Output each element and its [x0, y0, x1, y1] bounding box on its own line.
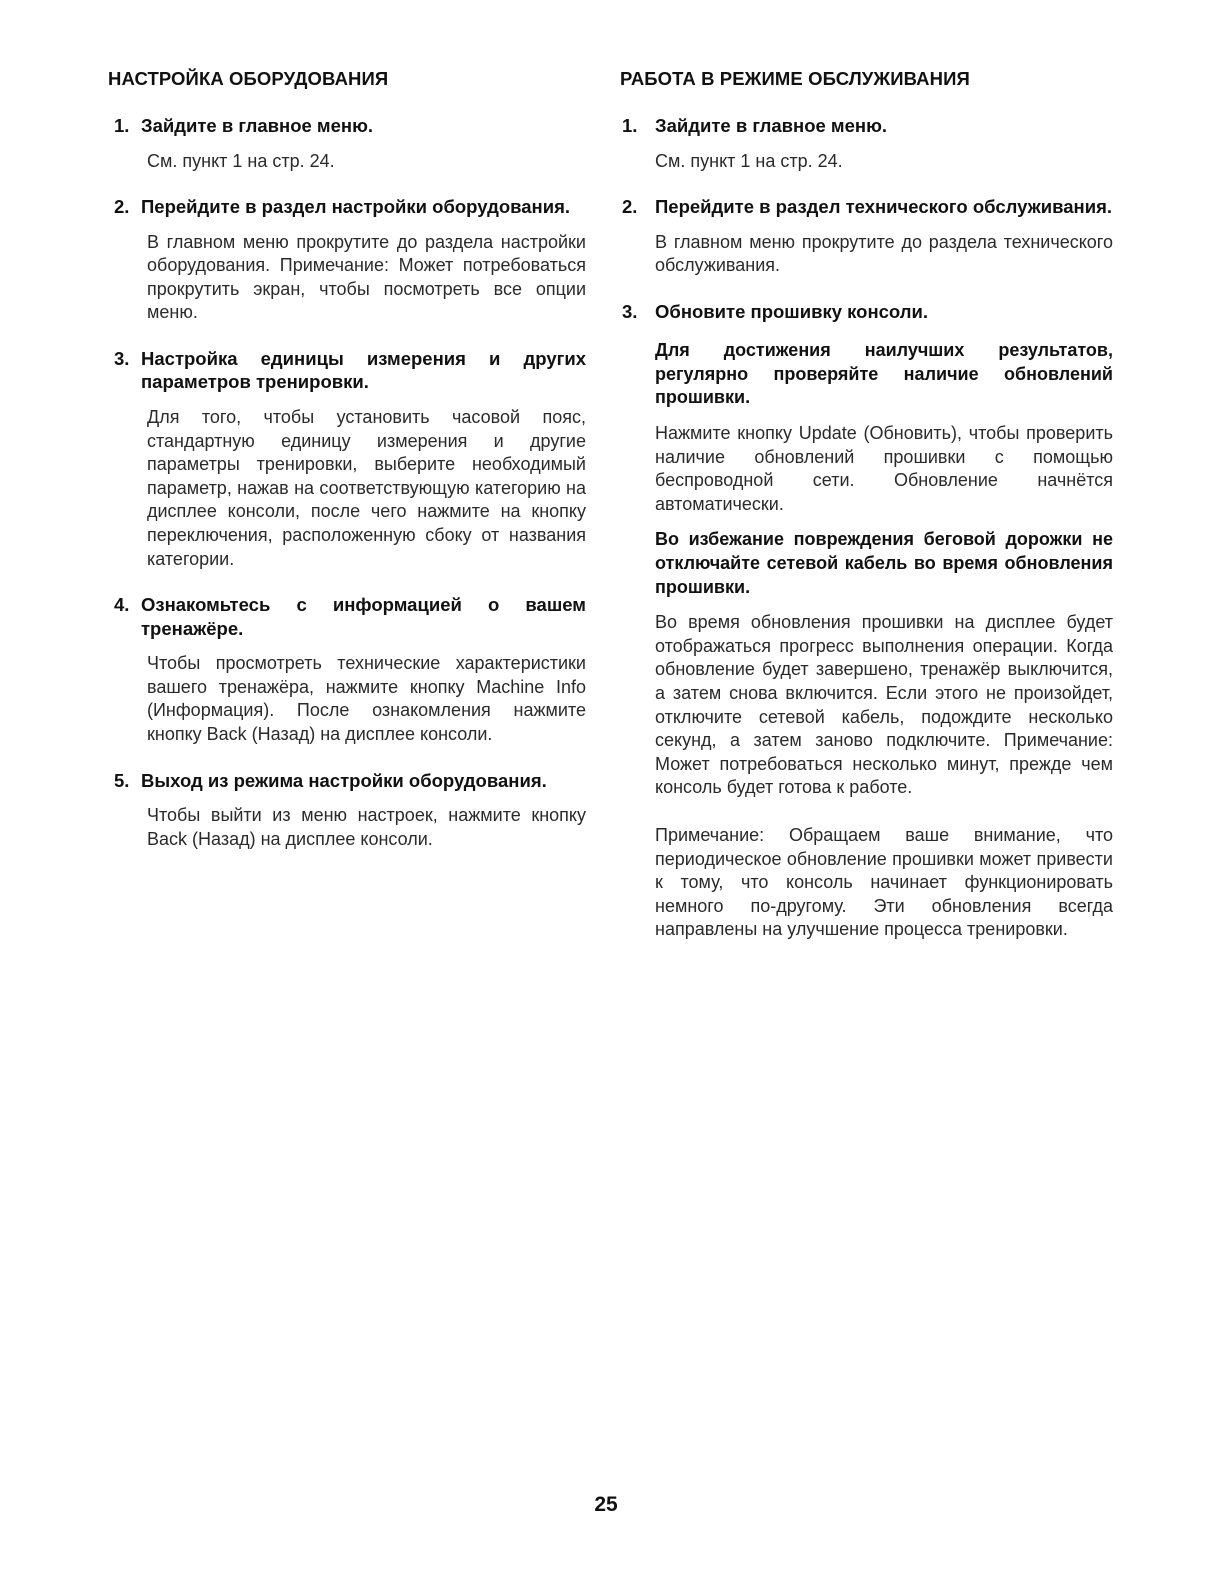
step-number: 5. — [114, 769, 130, 791]
step-title: Выход из режима настройки оборудования. — [141, 769, 547, 791]
maintenance-mode-column — [620, 66, 1113, 942]
step-title: Зайдите в главное меню. — [655, 115, 888, 136]
page-number: 25 — [594, 1493, 618, 1516]
step-number: 2. — [622, 196, 638, 218]
step-3 — [108, 347, 586, 571]
step-5 — [108, 769, 586, 852]
step-body: Для того, чтобы установить часовой пояс, стандартную единицу измерения и другие параметры тренировки, выберите необходимый параметр, нажав на соответствующую категорию на дисплее консоли, после чего нажмите на кнопку переключения, расположенную сбоку от названия категории. — [147, 406, 586, 569]
step-number: 3. — [622, 300, 638, 322]
step-body: См. пункт 1 на стр. 24. — [147, 150, 335, 171]
step-3 — [620, 300, 1113, 800]
step-title: Обновите прошивку консоли. — [655, 300, 929, 322]
section-title-maintenance-mode: РАБОТА В РЕЖИМЕ ОБСЛУЖИВАНИЯ — [620, 68, 970, 89]
firmware-warning: Во избежание повреждения беговой дорожки не отключайте сетевой кабель во время обновления прошивки. — [655, 529, 1113, 597]
step-number: 4. — [114, 594, 130, 616]
firmware-tip: Для достижения наилучших результатов, регулярно проверяйте наличие обновлений прошивки. — [655, 340, 1113, 408]
step-2 — [620, 195, 1113, 278]
step-number: 3. — [114, 347, 130, 369]
step-body: См. пункт 1 на стр. 24. — [655, 150, 843, 171]
step-title: Настройка единицы измерения и других параметров тренировки. — [141, 347, 586, 393]
step-1 — [620, 114, 1113, 173]
step-title: Перейдите в раздел технического обслуживания. — [655, 196, 1113, 218]
step-4 — [108, 593, 586, 746]
firmware-progress-info: Во время обновления прошивки на дисплее будет отображаться прогресс выполнения операции. Когда обновление будет завершено, тренажёр выключится, а затем снова включится. Если этого не произойдет, отключите сетевой кабель, подождите несколько секунд, а затем заново подключите. Примечание: Может потребоваться несколько минут, прежде чем консоль будет готова к работе. — [655, 612, 1113, 798]
step-title: Перейдите в раздел настройки оборудования. — [141, 196, 571, 218]
firmware-note: Примечание: Обращаем ваше внимание, что периодическое обновление прошивки может привести к тому, что консоль начинает функционировать немного по-другому. Эти обновления всегда направлены на улучшение процесса тренировки. — [655, 824, 1113, 940]
step-body: Чтобы выйти из меню настроек, нажмите кнопку Back (Назад) на дисплее консоли. — [147, 805, 586, 849]
section-title-hardware-setup: НАСТРОЙКА ОБОРУДОВАНИЯ — [108, 68, 389, 89]
step-body: В главном меню прокрутите до раздела технического обслуживания. — [655, 231, 1113, 276]
step-title: Зайдите в главное меню. — [141, 115, 374, 136]
step-number: 1. — [114, 115, 130, 136]
step-number: 2. — [114, 196, 130, 218]
firmware-update-instructions: Нажмите кнопку Update (Обновить), чтобы проверить наличие обновлений прошивки с помощью беспроводной сети. Обновление начнётся автоматически. — [655, 423, 1113, 514]
step-1 — [108, 114, 586, 173]
step-2 — [108, 195, 586, 325]
hardware-setup-column — [108, 66, 586, 867]
step-title: Ознакомьтесь с информацией о вашем тренажёре. — [141, 594, 586, 639]
step-body: Чтобы просмотреть технические характеристики вашего тренажёра, нажмите кнопку Machine Info (Информация). После ознакомления нажмите кнопку Back (Назад) на дисплее консоли. — [147, 653, 586, 744]
step-body: В главном меню прокрутите до раздела настройки оборудования. Примечание: Может потребоваться прокрутить экран, чтобы посмотреть все опции меню. — [147, 231, 586, 323]
step-number: 1. — [622, 115, 638, 136]
